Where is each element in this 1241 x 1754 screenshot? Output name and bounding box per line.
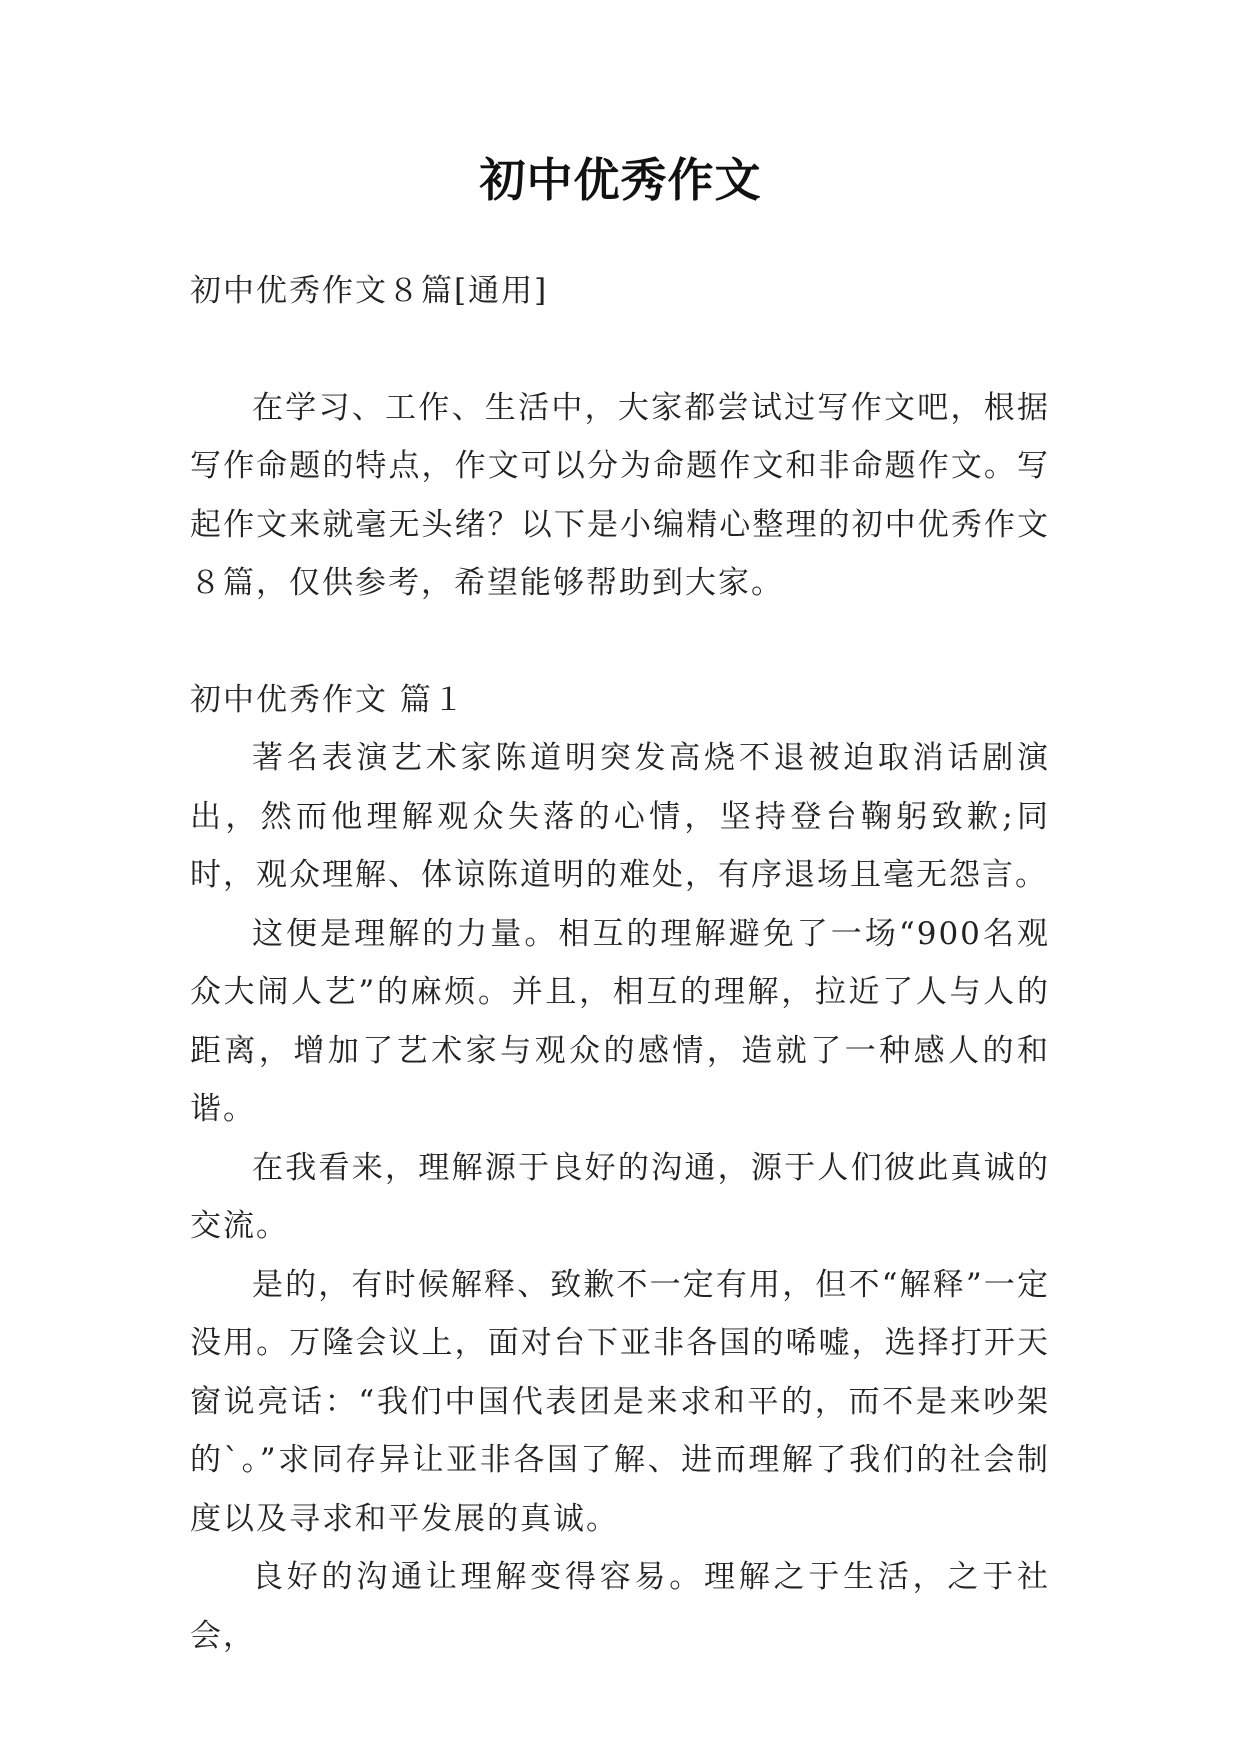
intro-paragraph: 在学习、工作、生活中，大家都尝试过写作文吧，根据写作命题的特点，作文可以分为命题作文和非命题作文。写起作文来就毫无头绪？以下是小编精心整理的初中优秀作文８篇，仅供参考，希望能够帮助到大家。 [190, 389, 1050, 601]
body-paragraph: 在我看来，理解源于良好的沟通，源于人们彼此真诚的交流。 [190, 1149, 1050, 1244]
document-body [190, 262, 1050, 1665]
document-subtitle: 初中优秀作文８篇[通用] [190, 273, 549, 309]
body-paragraph: 是的，有时候解释、致歉不一定有用，但不“解释”一定没用。万隆会议上，面对台下亚非各国的唏嘘，选择打开天窗说亮话：“我们中国代表团是来求和平的，而不是来吵架的`。”求同存异让亚非各国了解、进而理解了我们的社会制度以及寻求和平发展的真诚。 [190, 1266, 1050, 1537]
body-paragraph: 著名表演艺术家陈道明突发高烧不退被迫取消话剧演出，然而他理解观众失落的心情，坚持登台鞠躬致歉;同时，观众理解、体谅陈道明的难处，有序退场且毫无怨言。 [190, 740, 1050, 893]
body-paragraph: 这便是理解的力量。相互的理解避免了一场“900名观众大闹人艺”的麻烦。并且，相互的理解，拉近了人与人的距离，增加了艺术家与观众的感情，造就了一种感人的和谐。 [190, 915, 1050, 1127]
section-heading: 初中优秀作文 篇１ [190, 681, 466, 718]
body-paragraph: 良好的沟通让理解变得容易。理解之于生活，之于社会， [190, 1559, 1050, 1654]
document-title: 初中优秀作文 [479, 153, 762, 207]
